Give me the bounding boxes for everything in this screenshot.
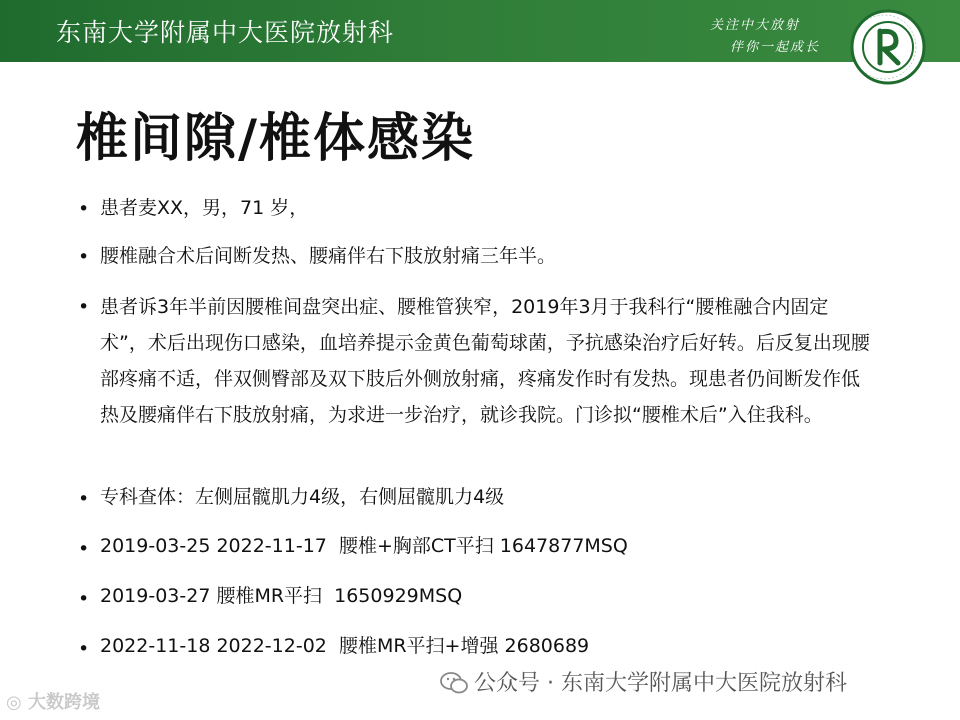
bullet-item-history: 患者诉3年半前因腰椎间盘突出症、腰椎管狭窄，2019年3月于我科行“腰椎融合内固定术”，术后出现伤口感染，血培养提示金黄色葡萄球菌，予抗感染治疗后好转。后反复出现腰部疼痛不适，伴双侧臀部及双下肢后外侧放射痛，疼痛发作时有发热。现患者仍间断发作低热及腰痛伴右下肢放射痛，为求进一步治疗，就诊我院。门诊拟“腰椎术后”入住我科。 [100, 296, 870, 426]
slide-title: 椎间隙/椎体感染 [76, 109, 475, 169]
bullet-item-mr-enhanced: 2022-11-18 2022-12-02 腰椎MR平扫+增强 2680689 [100, 635, 590, 657]
bullet-item-patient: 患者麦XX，男，71 岁， [100, 197, 309, 219]
bullet-dot: • [78, 198, 90, 220]
header-title: 东南大学附属中大医院放射科 [56, 18, 395, 47]
bullet-dot: • [78, 296, 90, 318]
watermark [6, 688, 100, 714]
watermark-text: 大数跨境 [28, 692, 100, 713]
bullet-item-exam: 专科查体：左侧屈髋肌力4级，右侧屈髋肌力4级 [100, 486, 505, 508]
header-bar [0, 0, 960, 62]
bullet-dot: • [78, 638, 90, 660]
bullet-dot: • [78, 488, 90, 510]
hospital-logo-icon [848, 7, 928, 87]
slogan-line-2: 伴你一起成长 [730, 40, 821, 55]
bullet-dot: • [78, 588, 90, 610]
bullet-dot: • [78, 246, 90, 268]
bullet-item-mr: 2019-03-27 腰椎MR平扫 1650929MSQ [100, 585, 463, 607]
slogan-line-1: 关注中大放射 [710, 18, 801, 33]
bullet-item-complaint: 腰椎融合术后间断发热、腰痛伴右下肢放射痛三年半。 [100, 245, 557, 267]
wechat-icon [440, 671, 468, 695]
bullet-dot: • [78, 538, 90, 560]
bullet-item-ct: 2019-03-25 2022-11-17 腰椎+胸部CT平扫 1647877MSQ [100, 535, 628, 557]
watermark-icon: ◎ [6, 692, 22, 713]
footer-source: 公众号 · 东南大学附属中大医院放射科 [474, 671, 847, 696]
